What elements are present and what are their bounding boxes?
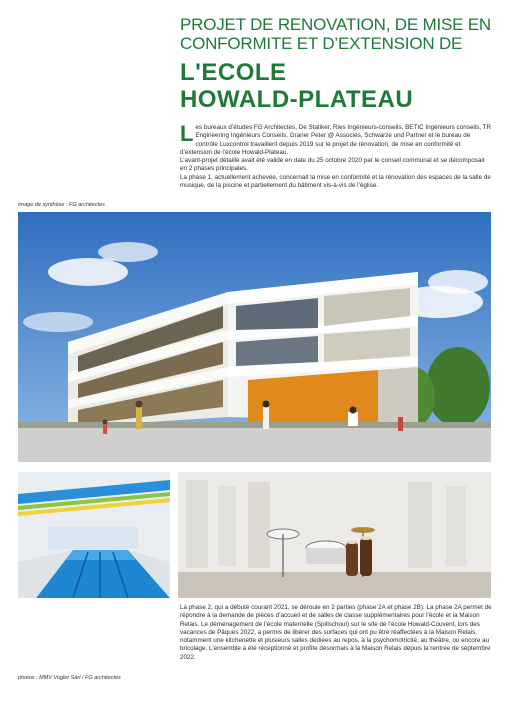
intro-text [180, 121, 492, 190]
intro-paragraph-2: L’avant-projet détaillé avait été validé en date du 25 octobre 2020 par le conseil communal et se décomposait en 2 phases principales. [180, 157, 485, 173]
image-caption-render: Image de synthèse : FG architectes [18, 202, 105, 208]
article-subtitle [180, 15, 500, 53]
drop-cap: L [180, 121, 194, 146]
pool-photo [18, 472, 170, 598]
article-title [180, 59, 500, 113]
photo-credits-caption: photos : MMV Vogler Sàrl / FG architectes [18, 675, 121, 681]
subtitle-line-1: PROJET DE RENOVATION, DE MISE EN [180, 15, 491, 34]
title-line-2: HOWALD-PLATEAU [180, 86, 414, 113]
school-render-image [18, 212, 491, 462]
music-room-photo [178, 472, 491, 598]
phase-2-paragraph: La phase 2, qui a débuté courant 2021, se déroule en 2 parties (phase 2A et phase 2B). La phase 2A permet de répondre à la demande de pièces d’accueil et de salles de classe supplémentaires pour l’école et la Maison Relais. Le déménagement de l’école maternelle (Spillschoul) sur le site de l’école Howald-Couvent, lors des vacances de Pâques 2022, a permis de libérer des surfaces qui ont pu être réaffectées à la Maison Relais, notamment une kitchenette et plusieurs salles dédiées au repos, à la psychomotricité, au théâtre, ou encore au bricolage. L’ensemble a été réceptionné et profite désormais à la Maison Relais depuis la rentrée de septembre 2022. [180, 604, 492, 661]
intro-paragraph-3: La phase 1, actuellement achevée, concernait la mise en conformité et la rénovation des espaces de la salle de musique, de la piscine et partiellement du bâtiment vis-à-vis de l’église. [180, 173, 491, 190]
intro-paragraph-1-text: es bureaux d’études FG Architectes, De Statiker, Ries Ingénieurs-conseils, BETIC Ingénieurs conseils, TR Engineering Ingénieurs Conseils, Graner Peter @ Associés, Schwarze und Partner et le bureau de contrôle Luxcontrol travaillent depuis 2019 sur le projet de rénovation, de mise en conformité et d’extension de l’école Howald-Plateau. [180, 124, 492, 156]
subtitle-line-2: CONFORMITE ET D’EXTENSION DE [180, 34, 463, 53]
title-line-1: L'ECOLE [180, 59, 287, 86]
intro-paragraph-1 [180, 121, 492, 157]
